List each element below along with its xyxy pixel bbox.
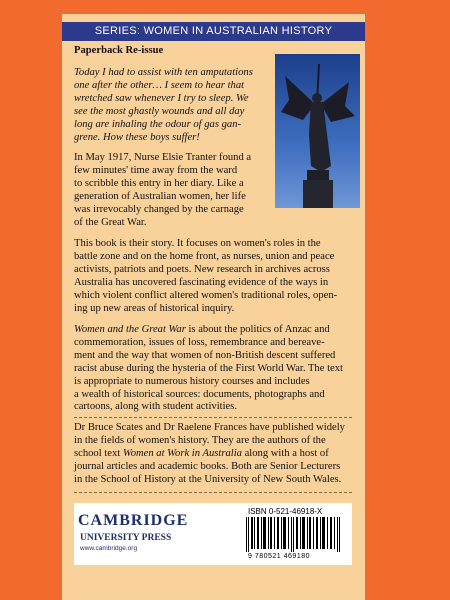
text-line: This book is their story. It focuses on women's roles in the (74, 238, 321, 249)
quote-line: see the most ghastly wounds and all day (74, 105, 245, 117)
barcode-icon (244, 517, 344, 552)
diary-quote (74, 67, 274, 144)
series-banner: SERIES: WOMEN IN AUSTRALIAN HISTORY (62, 22, 365, 41)
text-line: Australia has uncovered fascinating evidence of the ways in (74, 276, 329, 288)
story-paragraph (74, 238, 352, 315)
text-line: in the fields of women's history. They are the authors of the (74, 434, 326, 446)
authors-bio (74, 422, 352, 487)
publisher-press: UNIVERSITY PRESS (80, 533, 172, 543)
text-line: activists, patriots and poets. New research in archives across (74, 263, 330, 275)
quote-line: Today I had to assist with ten amputations (74, 67, 253, 78)
text-line: journal articles and academic books. Both are Senior Lecturers (74, 460, 341, 472)
text-line (74, 448, 352, 461)
text-line: In May 1917, Nurse Elsie Tranter found a (74, 152, 252, 163)
text-line: of the Great War. (74, 216, 147, 228)
text-line: a wealth of historical sources: documents, photographs and (74, 388, 325, 400)
text-line: few minutes' time away from the ward (74, 164, 238, 176)
text-line: was irrevocably changed by the carnage (74, 203, 244, 215)
intro-paragraph (74, 152, 274, 229)
text-line: racist abuse during the hysteria of the First World War. The text (74, 362, 343, 374)
about-paragraph (74, 324, 352, 414)
text-fragment: school text (74, 447, 123, 459)
text-fragment: is about the politics of Anzac and (185, 324, 330, 335)
text-line: to scribble this entry in her diary. Like a (74, 177, 244, 189)
text-line: which violent conflict altered women's traditional roles, open- (74, 289, 338, 301)
text-line: battle zone and on the home front, as nurses, union and peace (74, 250, 335, 262)
quote-line: long are inhaling the odour of gas gan- (74, 118, 242, 130)
text-line: is appropriate to numerous history courses and includes (74, 375, 310, 387)
related-book-title: Women at Work in Australia (122, 447, 242, 459)
publisher-logo: CAMBRIDGE (78, 512, 189, 529)
divider (74, 417, 352, 418)
publisher-barcode-panel (74, 503, 352, 565)
text-line: ment and the way that women of non-British descent suffered (74, 349, 336, 361)
quote-line: grene. How these boys suffer! (74, 131, 200, 143)
text-line: in the School of History at the University of New South Wales. (74, 473, 342, 485)
quote-line: wretched saw whenever I try to sleep. We (74, 92, 249, 104)
publisher-url: www.cambridge.org (80, 545, 138, 552)
text-line: commemoration, issues of loss, remembrance and bereave- (74, 336, 325, 348)
angel-statue-photo (275, 54, 360, 208)
divider (74, 492, 352, 493)
barcode-number: 9 780521 469180 (248, 553, 310, 560)
text-line: Dr Bruce Scates and Dr Raelene Frances have published widely (74, 422, 345, 433)
book-title: Women and the Great War (74, 324, 186, 335)
text-line (74, 324, 352, 337)
cover-panel (62, 14, 365, 600)
text-line: ing up new areas of historical inquiry. (74, 302, 235, 314)
isbn-label: ISBN 0-521-46918-X (248, 507, 323, 516)
text-line: cartoons, along with student activities. (74, 401, 237, 413)
text-line: generation of Australian women, her life (74, 190, 246, 202)
quote-line: one after the other… I seem to hear that (74, 79, 245, 91)
edition-label: Paperback Re-issue (74, 45, 164, 56)
text-fragment: along with a host of (241, 447, 329, 459)
